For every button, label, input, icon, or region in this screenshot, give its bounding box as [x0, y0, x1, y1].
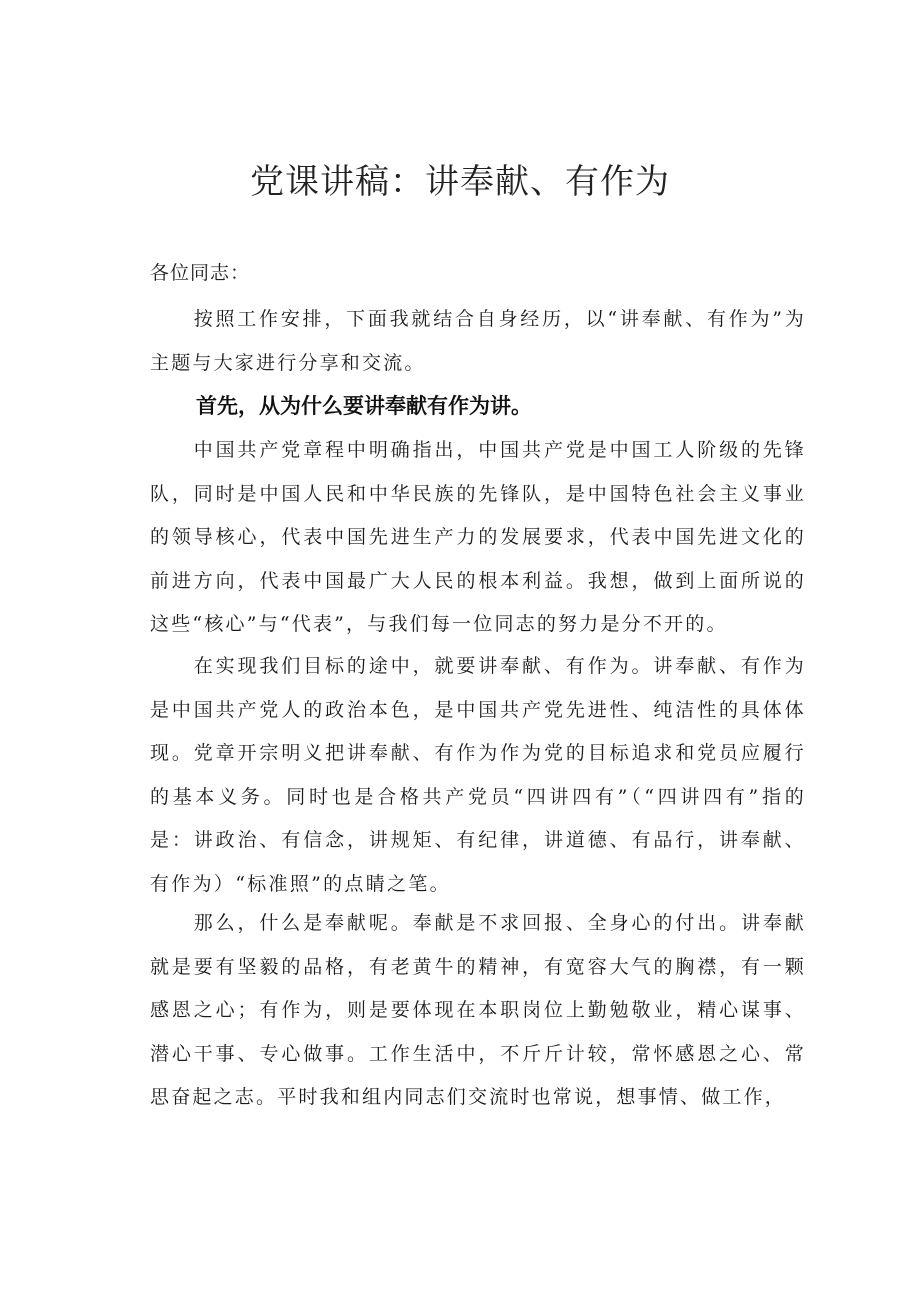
body-paragraph: 那么，什么是奉献呢。奉献是不求回报、全身心的付出。讲奉献就是要有坚毅的品格，有老黄牛的精神，有宽容大气的胸襟，有一颗感恩之心；有作为，则是要体现在本职岗位上勤勉敬业，精心谋事、潜心干事、专心做事。工作生活中，不斤斤计较，常怀感恩之心、常思奋起之志。平时我和组内同志们交流时也常说，想事情、做工作，: [150, 912, 806, 1108]
body-paragraph: 中国共产党章程中明确指出，中国共产党是中国工人阶级的先锋队，同时是中国人民和中华民族的先锋队，是中国特色社会主义事业的领导核心，代表中国先进生产力的发展要求，代表中国先进文化的前进方向，代表中国最广大人民的根本利益。我想，做到上面所说的这些“核心”与“代表”，与我们每一位同志的努力是分不开的。: [150, 439, 806, 635]
body-paragraph: 在实现我们目标的途中，就要讲奉献、有作为。讲奉献、有作为是中国共产党人的政治本色，是中国共产党先进性、纯洁性的具体体现。党章开宗明义把讲奉献、有作为作为党的目标追求和党员应履行的基本义务。同时也是合格共产党员“四讲四有”（“四讲四有”指的是：讲政治、有信念，讲规矩、有纪律，讲道德、有品行，讲奉献、有作为）“标准照”的点睛之笔。: [150, 655, 806, 895]
document-title: 党课讲稿：讲奉献、有作为: [250, 162, 670, 202]
greeting: 各位同志：: [150, 262, 251, 284]
section-heading: 首先，从为什么要讲奉献有作为讲。: [196, 394, 532, 418]
intro-paragraph: 按照工作安排，下面我就结合自身经历，以“讲奉献、有作为”为主题与大家进行分享和交流。: [150, 308, 806, 374]
